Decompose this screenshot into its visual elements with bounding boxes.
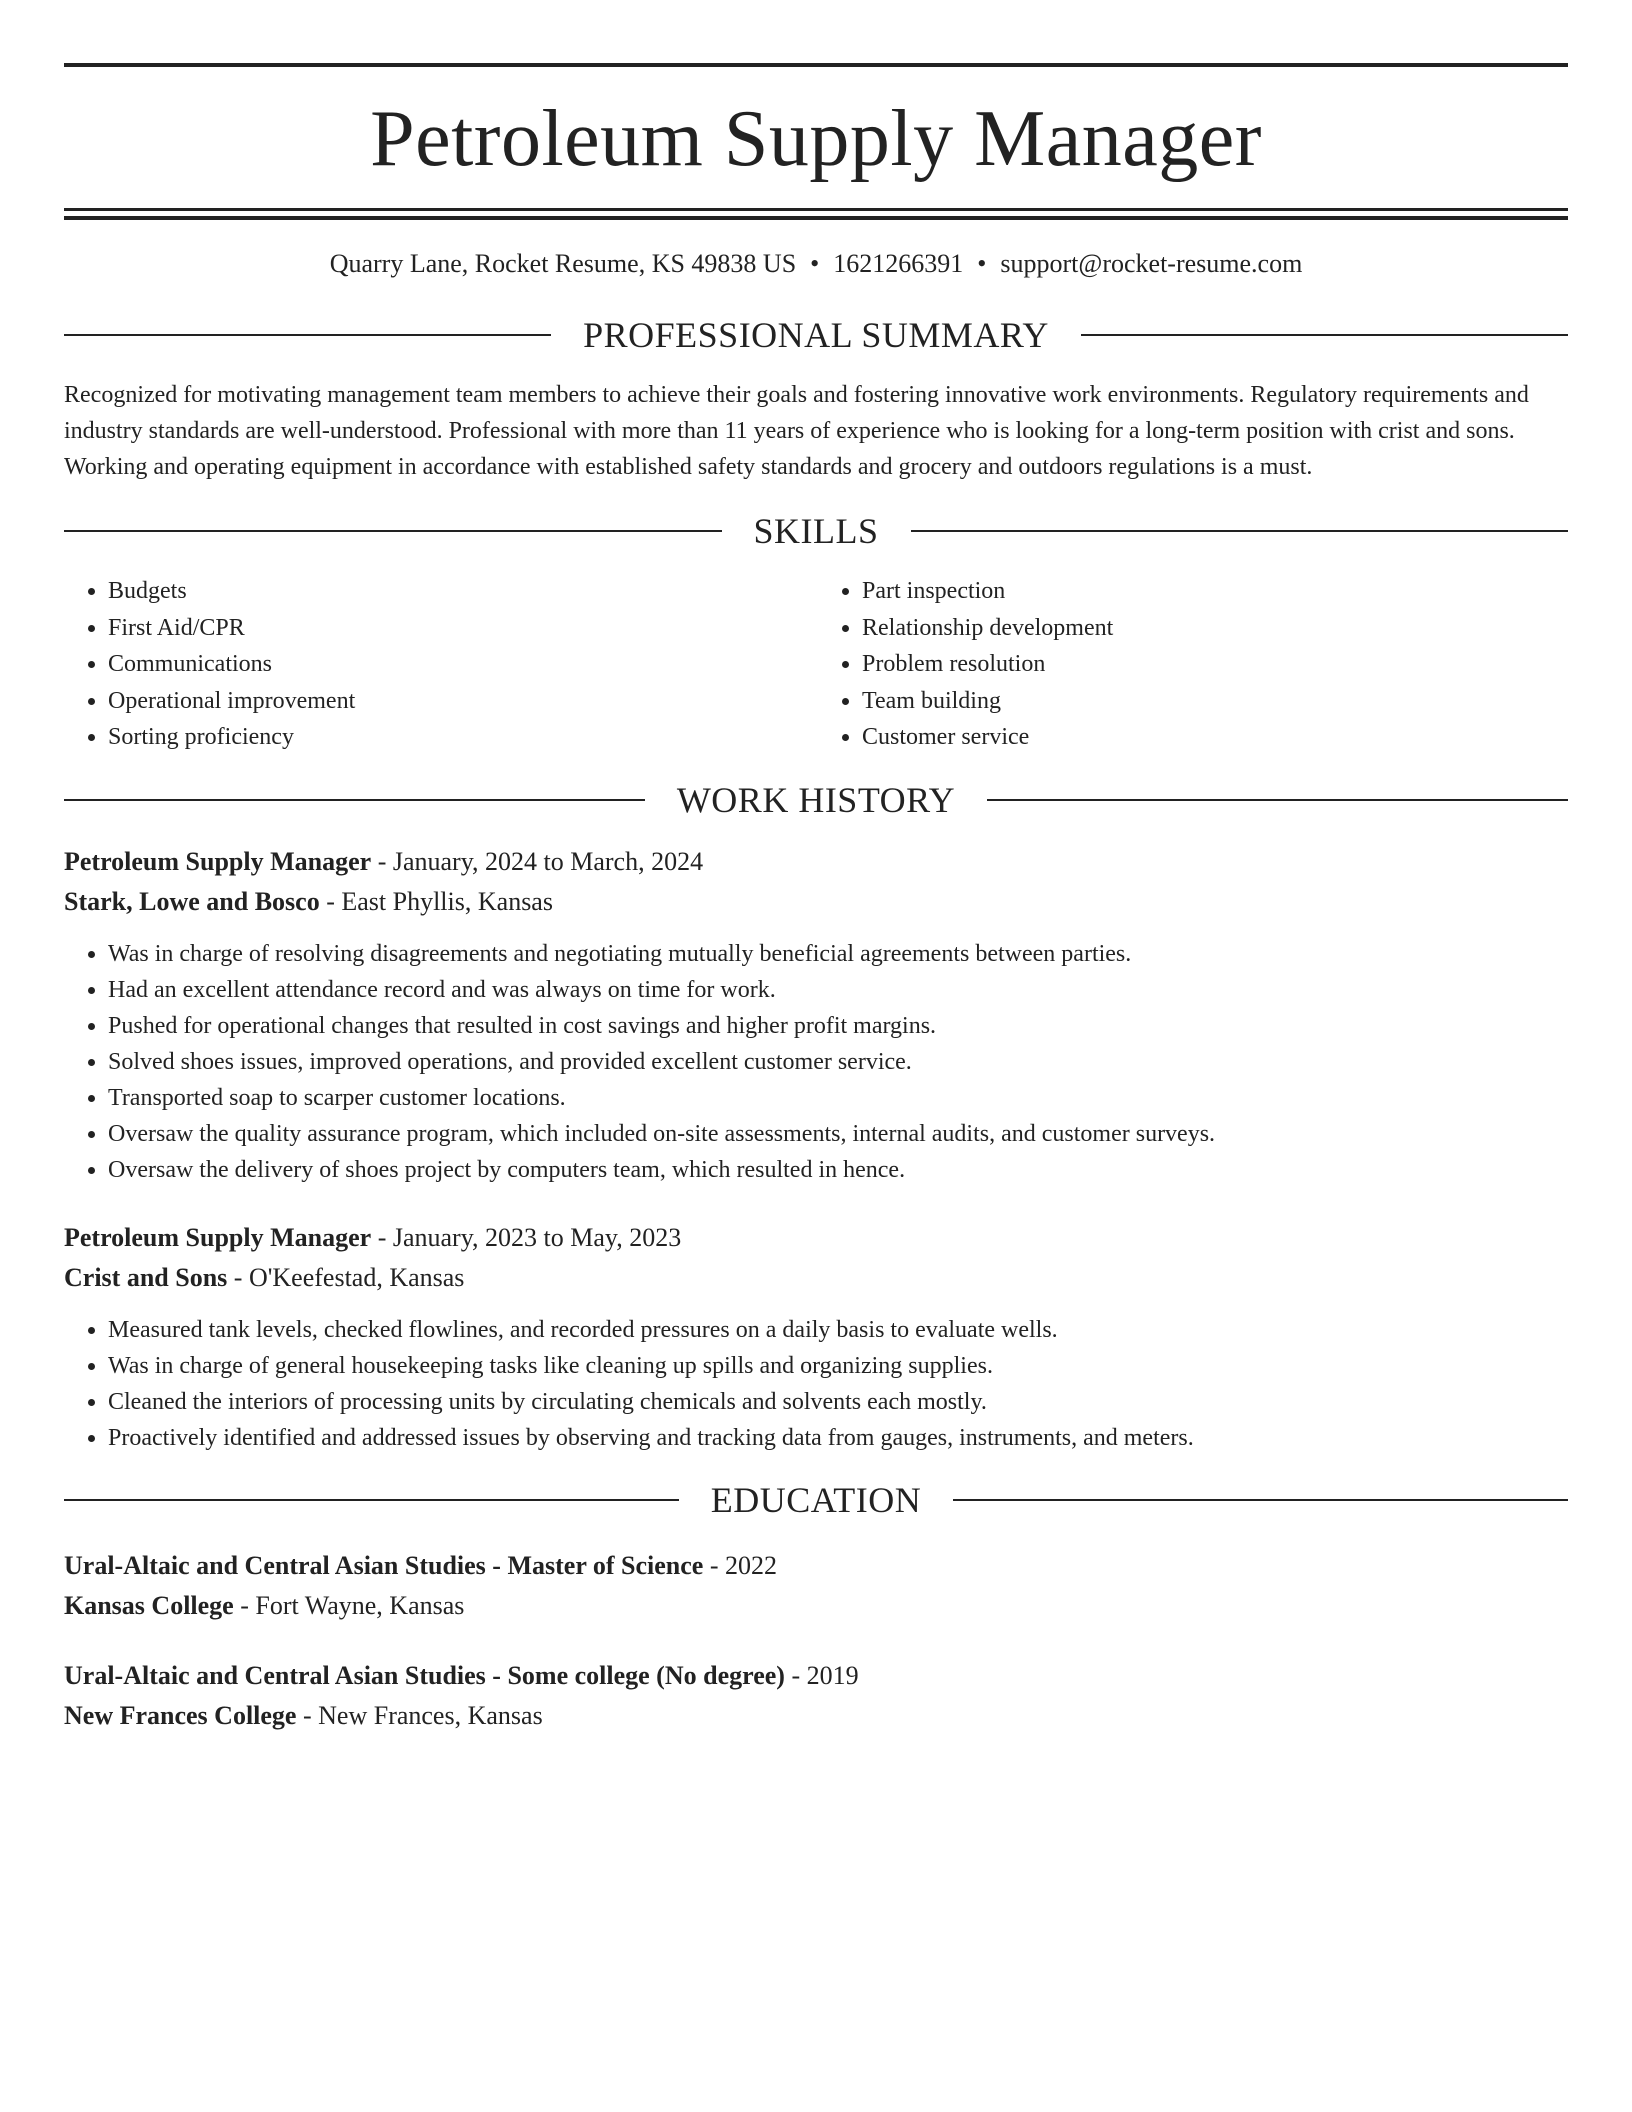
job-bullet: • Measured tank levels, checked flowlines, and recorded pressures on a daily basis to evaluate wells. (108, 1312, 1568, 1348)
education-school: New Frances College (64, 1700, 297, 1730)
education-location: - Fort Wayne, Kansas (233, 1590, 465, 1620)
skills-column-right (814, 573, 1568, 756)
contact-phone: 1621266391 (833, 249, 964, 278)
skill-item: • Problem resolution (862, 646, 1568, 683)
education-entry (64, 1656, 1568, 1736)
skill-item: • Customer service (862, 719, 1568, 756)
education-entry (64, 1546, 1568, 1626)
job-company-line (64, 1258, 1568, 1298)
skill-item: • First Aid/CPR (108, 610, 814, 647)
heading-rule-left (64, 530, 722, 532)
skill-item: • Budgets (108, 573, 814, 610)
job-title: Petroleum Supply Manager (64, 1222, 372, 1252)
skills-list (64, 573, 1568, 756)
education-year: - 2022 (703, 1550, 778, 1580)
job-bullet: • Oversaw the quality assurance program, which included on-site assessments, internal audits, and customer surveys. (108, 1116, 1568, 1152)
job-company: Stark, Lowe and Bosco (64, 886, 320, 916)
education-school-line (64, 1696, 1568, 1736)
heading-rule-right (911, 530, 1569, 532)
job-dates: - January, 2023 to May, 2023 (371, 1222, 682, 1252)
heading-rule-right (987, 799, 1568, 801)
double-rule (64, 208, 1568, 220)
skill-item: • Sorting proficiency (108, 719, 814, 756)
job-bullet: • Proactively identified and addressed issues by observing and tracking data from gauges, instruments, and meters. (108, 1420, 1568, 1456)
job-entry (64, 842, 1568, 1188)
job-bullet: • Was in charge of resolving disagreements and negotiating mutually beneficial agreements between parties. (108, 936, 1568, 972)
contact-address: Quarry Lane, Rocket Resume, KS 49838 US (329, 249, 797, 278)
education-school-line (64, 1586, 1568, 1626)
job-title: Petroleum Supply Manager (64, 846, 372, 876)
job-location: - O'Keefestad, Kansas (227, 1262, 465, 1292)
skills-section-heading (64, 511, 1568, 551)
job-bullets (64, 1312, 1568, 1456)
contact-line (64, 247, 1568, 281)
skill-item: • Operational improvement (108, 683, 814, 720)
contact-email[interactable]: support@rocket-resume.com (1000, 249, 1303, 278)
education-section-heading (64, 1480, 1568, 1520)
top-rule (64, 63, 1568, 67)
job-bullet: • Was in charge of general housekeeping tasks like cleaning up spills and organizing supplies. (108, 1348, 1568, 1384)
education-degree-line (64, 1546, 1568, 1586)
heading-rule-left (64, 334, 551, 336)
skill-item: • Part inspection (862, 573, 1568, 610)
skill-item: • Team building (862, 683, 1568, 720)
work-section-heading (64, 780, 1568, 820)
work-heading-text: WORK HISTORY (676, 779, 956, 820)
summary-heading-text: PROFESSIONAL SUMMARY (583, 315, 1049, 355)
job-location: - East Phyllis, Kansas (319, 886, 553, 916)
job-bullets (64, 936, 1568, 1188)
heading-rule-right (1081, 334, 1568, 336)
job-dates: - January, 2024 to March, 2024 (371, 846, 704, 876)
job-bullet: • Solved shoes issues, improved operations, and provided excellent customer service. (108, 1044, 1568, 1080)
summary-text: Recognized for motivating management team members to achieve their goals and fostering innovative work environments. Regulatory requirements and industry standards are well-understood. Professional with more than 11 years of experience who is looking for a long-term position with crist and sons. Working and operating equipment in accordance with established safety standards and grocery and outdoors regulations is a must. (64, 382, 1529, 480)
resume-name: Petroleum Supply Manager (370, 95, 1262, 183)
skill-item: • Communications (108, 646, 814, 683)
job-title-line (64, 842, 1568, 882)
job-bullet: • Had an excellent attendance record and was always on time for work. (108, 972, 1568, 1008)
job-title-line (64, 1218, 1568, 1258)
heading-rule-right (953, 1499, 1568, 1501)
job-entry (64, 1218, 1568, 1456)
education-degree: Ural-Altaic and Central Asian Studies - Master of Science (64, 1550, 704, 1580)
skill-item: • Relationship development (862, 610, 1568, 647)
job-bullet: • Oversaw the delivery of shoes project by computers team, which resulted in hence. (108, 1152, 1568, 1188)
heading-rule-left (64, 799, 645, 801)
job-bullet: • Cleaned the interiors of processing units by circulating chemicals and solvents each mostly. (108, 1384, 1568, 1420)
skills-heading-text: SKILLS (753, 511, 879, 551)
contact-separator: • (810, 249, 820, 278)
education-degree-line (64, 1656, 1568, 1696)
education-heading-text: EDUCATION (710, 1479, 922, 1520)
job-bullet: • Transported soap to scarper customer locations. (108, 1080, 1568, 1116)
job-company: Crist and Sons (64, 1262, 228, 1292)
job-bullet: • Pushed for operational changes that resulted in cost savings and higher profit margins. (108, 1008, 1568, 1044)
summary-section-heading (64, 315, 1568, 355)
skills-column-left (64, 573, 814, 756)
education-school: Kansas College (64, 1590, 234, 1620)
education-year: - 2019 (784, 1660, 859, 1690)
contact-separator: • (977, 249, 987, 278)
education-location: - New Frances, Kansas (296, 1700, 543, 1730)
education-degree: Ural-Altaic and Central Asian Studies - Some college (No degree) (64, 1660, 785, 1690)
heading-rule-left (64, 1499, 679, 1501)
job-company-line (64, 882, 1568, 922)
